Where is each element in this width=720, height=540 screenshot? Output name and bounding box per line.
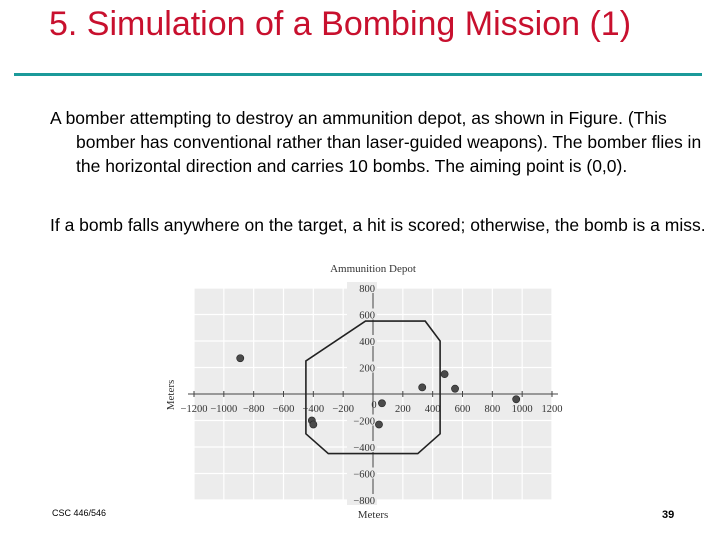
y-tick-label-0: 800 [359, 284, 375, 295]
x-tick-label-12: 1200 [541, 404, 563, 415]
y-tick-label-6: −400 [353, 443, 375, 454]
slide-title: 5. Simulation of a Bombing Mission (1) [49, 5, 632, 43]
y-tick-label-2: 400 [359, 337, 375, 348]
x-tick-label-5: −200 [332, 404, 355, 415]
x-tick-label-10: 800 [484, 404, 501, 415]
y-tick-label-5: −200 [353, 416, 375, 428]
y-tick-label-7: −600 [353, 469, 375, 481]
y-tick-label-3: 200 [359, 363, 375, 375]
x-tick-label-1: −1000 [210, 404, 238, 415]
bomb-impact-point-7 [451, 385, 458, 392]
bomb-impact-point-6 [441, 371, 448, 378]
bomb-impact-point-4 [378, 400, 385, 407]
x-tick-label-8: 400 [424, 404, 441, 415]
paragraph-hit-rule: If a bomb falls anywhere on the target, a hit is scored; otherwise, the bomb is a miss. [50, 215, 706, 235]
footer-course: CSC 446/546 [52, 508, 107, 518]
bomb-impact-point-3 [375, 421, 382, 428]
x-tick-label-11: 1000 [511, 404, 533, 415]
bomb-impact-point-0 [237, 355, 244, 362]
bomb-impact-point-2 [310, 421, 317, 428]
x-tick-label-4: −400 [302, 404, 325, 415]
y-axis-label: Meters [165, 379, 177, 411]
bomb-impact-point-8 [513, 396, 520, 403]
bomb-impact-point-5 [419, 384, 426, 391]
page-number: 39 [662, 509, 675, 521]
y-tick-label-8: −800 [353, 496, 375, 507]
x-tick-label-6: 0 [371, 400, 377, 411]
paragraph-bomber-description: A bomber attempting to destroy an ammunition depot, as shown in Figure. (This bomber has conventional rather than laser-guided weapons). The bomber flies in the horizontal direction and carries 10 bombs. The aiming point is (0,0). [50, 108, 702, 176]
x-tick-label-9: 600 [454, 404, 471, 415]
ammunition-depot-chart [160, 258, 580, 523]
title-divider [14, 73, 702, 76]
x-tick-label-3: −600 [272, 404, 295, 415]
chart-title: Ammunition Depot [330, 263, 416, 275]
x-axis-label: Meters [357, 509, 389, 521]
x-tick-label-2: −800 [242, 404, 265, 415]
x-tick-label-7: 200 [394, 404, 411, 415]
x-tick-label-0: −1200 [180, 404, 208, 415]
y-tick-label-1: 600 [359, 310, 375, 322]
